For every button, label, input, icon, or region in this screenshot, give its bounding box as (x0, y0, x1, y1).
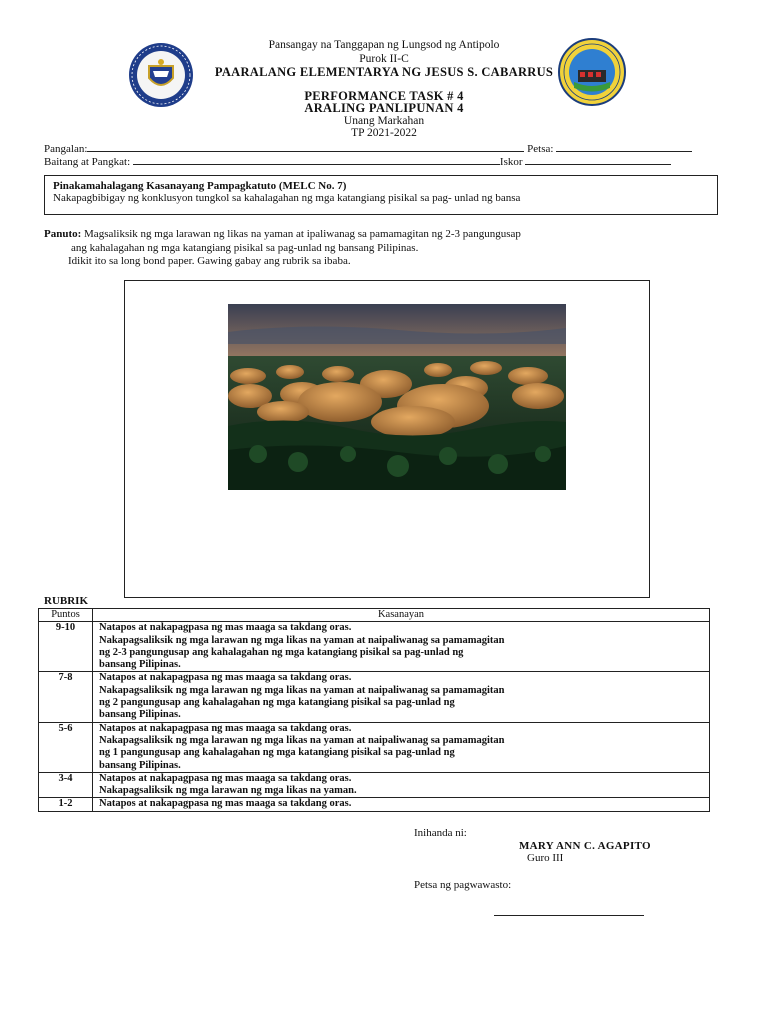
score-label: Iskor (499, 156, 523, 168)
quarter: Unang Markahan (343, 115, 425, 127)
row-points: 1-2 (39, 798, 93, 811)
desc-line: Natapos at nakapagpasa ng mas maaga sa takdang oras. (99, 798, 352, 810)
district-name: Purok II-C (359, 53, 409, 65)
desc-line: ng 2-3 pangungusap ang kahalagahan ng mga katangiang pisikal sa pag-unlad ng (99, 646, 464, 658)
rubric-row (39, 622, 710, 672)
row-description (93, 622, 710, 672)
rubric-header-row (39, 609, 710, 622)
melc-text: Nakapagbibigay ng konklusyon tungkol sa kahalagahan ng mga katangiang pisikal sa pag- unlad ng bansa (53, 192, 521, 204)
teacher-position: Guro III (527, 852, 564, 864)
row-points: 3-4 (39, 772, 93, 798)
checked-date-label: Petsa ng pagwawasto: (414, 879, 512, 891)
prepared-by-label: Inihanda ni: (414, 827, 467, 839)
rubric-row (39, 772, 710, 798)
desc-line: ng 1 pangungusap ang kahalagahan ng mga katangiang pisikal sa pag-unlad ng (99, 747, 455, 759)
desc-line: Natapos at nakapagpasa ng mas maaga sa takdang oras. (99, 672, 352, 684)
grade-label: Baitang at Pangkat: (44, 156, 131, 168)
desc-line: bansang Pilipinas. (99, 709, 181, 721)
rubric-row (39, 798, 710, 811)
desc-line: bansang Pilipinas. (99, 759, 181, 771)
chocolate-hills-photo (228, 304, 566, 490)
name-field[interactable] (44, 141, 692, 155)
rubric-title: RUBRIK (44, 595, 89, 607)
checked-date-line[interactable] (494, 915, 644, 916)
desc-line: ng 2 pangungusap ang kahalagahan ng mga katangiang pisikal sa pag-unlad ng (99, 697, 455, 709)
name-label: Pangalan: (44, 143, 88, 155)
instructions (44, 228, 734, 269)
row-description (93, 772, 710, 798)
division-name: Pansangay na Tanggapan ng Lungsod ng Antipolo (268, 39, 500, 51)
score-line (525, 154, 671, 165)
desc-line: Natapos at nakapagpasa ng mas maaga sa takdang oras. (99, 772, 352, 784)
row-description (93, 798, 710, 811)
name-line (87, 141, 524, 152)
task-title: PERFORMANCE TASK # 4 (304, 89, 464, 103)
date-label: Petsa: (527, 143, 554, 155)
grade-line (133, 154, 500, 165)
desc-line: Natapos at nakapagpasa ng mas maaga sa takdang oras. (99, 622, 352, 634)
desc-line: Natapos at nakapagpasa ng mas maaga sa takdang oras. (99, 722, 352, 734)
teacher-name: MARY ANN C. AGAPITO (519, 840, 651, 852)
row-description (93, 672, 710, 722)
panuto-line-1: Magsaliksik ng mga larawan ng likas na yaman at ipaliwanag sa pamamagitan ng 2-3 pangungusap (84, 228, 521, 240)
panuto-line-3: Idikit ito sa long bond paper. Gawing gabay ang rubrik sa ibaba. (68, 255, 351, 267)
desc-line: Nakapagsaliksik ng mga larawan ng mga likas na yaman at naipaliwanag sa pamamagitan (99, 734, 505, 746)
grade-field[interactable] (44, 154, 671, 168)
row-description (93, 722, 710, 772)
rubric-table (38, 608, 710, 812)
school-name: PAARALANG ELEMENTARYA NG JESUS S. CABARRUS (214, 65, 554, 79)
row-points: 5-6 (39, 722, 93, 772)
desc-line: Nakapagsaliksik ng mga larawan ng mga likas na yaman. (99, 785, 357, 797)
skill-header: Kasanayan (93, 609, 710, 622)
desc-line: Nakapagsaliksik ng mga larawan ng mga likas na yaman at naipaliwanag sa pamamagitan (99, 684, 505, 696)
row-points: 7-8 (39, 672, 93, 722)
subject-title: ARALING PANLIPUNAN 4 (304, 101, 464, 115)
date-line (556, 141, 692, 152)
school-year: TP 2021-2022 (351, 127, 417, 139)
melc-heading: Pinakamahalagang Kasanayang Pampagkatuto (MELC No. 7) (53, 180, 347, 192)
panuto-line-2: ang kahalagahan ng mga katangiang pisikal sa pag-unlad ng bansang Pilipinas. (71, 241, 419, 254)
melc-box (44, 175, 718, 215)
rubric-row (39, 722, 710, 772)
points-header: Puntos (39, 609, 93, 622)
row-points: 9-10 (39, 622, 93, 672)
panuto-label: Panuto: (44, 228, 82, 240)
desc-line: bansang Pilipinas. (99, 659, 181, 671)
rubric-row (39, 672, 710, 722)
desc-line: Nakapagsaliksik ng mga larawan ng mga likas na yaman at naipaliwanag sa pamamagitan (99, 634, 505, 646)
